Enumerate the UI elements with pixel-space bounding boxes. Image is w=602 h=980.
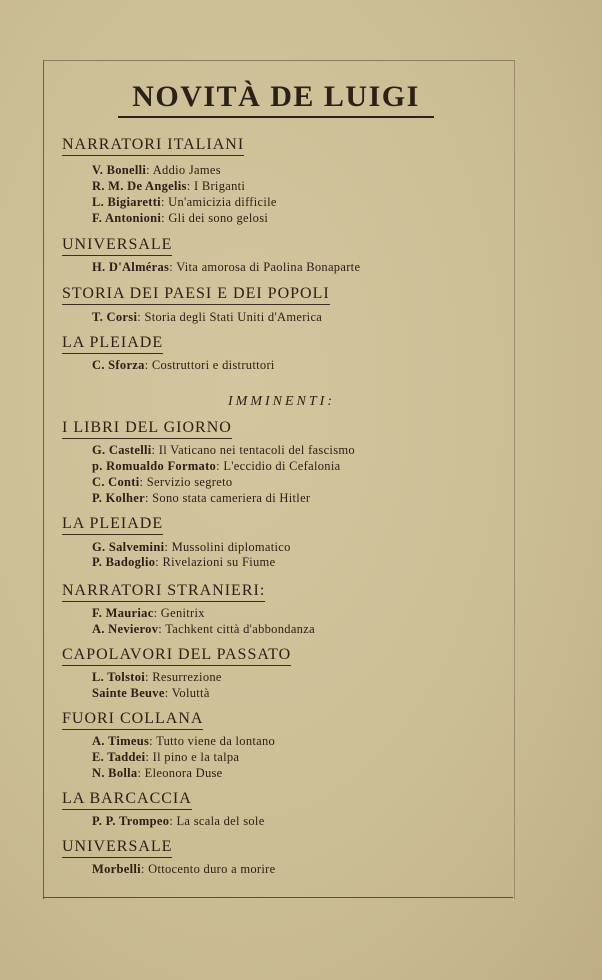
book-author: T. Corsi <box>92 310 138 324</box>
book-author: P. Badoglio <box>92 555 156 569</box>
book-entry <box>92 475 232 490</box>
book-title: Il pino e la talpa <box>152 750 240 764</box>
bottom-rule <box>43 897 513 898</box>
separator: : <box>164 540 172 554</box>
page-title: NOVITÀ DE LUIGI <box>118 80 434 118</box>
book-title: La scala del sole <box>176 814 265 828</box>
book-author: E. Taddei <box>92 750 146 764</box>
separator: : <box>145 670 153 684</box>
book-author: Sainte Beuve <box>92 686 165 700</box>
separator: : <box>151 443 159 457</box>
book-entry <box>92 606 205 621</box>
section-heading: FUORI COLLANA <box>62 710 203 730</box>
book-title: Rivelazioni su Fiume <box>162 555 276 569</box>
book-author: C. Sforza <box>92 358 145 372</box>
separator: : <box>140 862 149 876</box>
separator: : <box>158 622 166 636</box>
book-entry <box>92 443 355 458</box>
book-author: A. Nevierov <box>92 622 159 636</box>
book-author: A. Timeus <box>92 734 150 748</box>
separator: : <box>160 195 169 209</box>
separator: : <box>149 734 157 748</box>
book-title: Storia degli Stati Uniti d'America <box>144 310 323 324</box>
book-entry <box>92 163 221 178</box>
book-author: V. Bonelli <box>92 163 147 177</box>
book-title: Gli dei sono gelosi <box>168 211 269 225</box>
book-entry <box>92 211 268 226</box>
book-entry <box>92 766 223 781</box>
book-entry <box>92 622 315 637</box>
book-entry <box>92 750 239 765</box>
book-title: Eleonora Duse <box>144 766 223 780</box>
book-title: Ottocento duro a morire <box>148 862 276 876</box>
separator: : <box>146 163 153 177</box>
book-entry <box>92 358 275 373</box>
book-author: C. Conti <box>92 475 140 489</box>
book-author: G. Salvemini <box>92 540 165 554</box>
book-entry <box>92 179 245 194</box>
separator: : <box>161 211 169 225</box>
separator: : <box>216 459 224 473</box>
book-entry <box>92 734 275 749</box>
book-entry <box>92 686 210 701</box>
imminenti-label: IMMINENTI: <box>228 394 335 409</box>
book-entry <box>92 555 275 570</box>
book-author: R. M. De Angelis <box>92 179 187 193</box>
book-author: F. Mauriac <box>92 606 154 620</box>
book-author: H. D'Alméras <box>92 260 170 274</box>
book-title: Voluttà <box>171 686 210 700</box>
book-author: p. Romualdo Formato <box>92 459 217 473</box>
separator: : <box>145 750 153 764</box>
book-title: Il Vaticano nei tentacoli del fascismo <box>158 443 355 457</box>
separator: : <box>155 555 163 569</box>
book-title: Un'amicizia difficile <box>168 195 277 209</box>
book-title: Genitrix <box>160 606 205 620</box>
section-heading: NARRATORI ITALIANI <box>62 136 244 156</box>
book-entry <box>92 491 310 506</box>
book-title: Mussolini diplomatico <box>171 540 291 554</box>
section-heading: LA PLEIADE <box>62 515 163 535</box>
book-entry <box>92 862 275 877</box>
book-title: Tutto viene da lontano <box>156 734 276 748</box>
separator: : <box>164 686 172 700</box>
book-author: L. Tolstoi <box>92 670 146 684</box>
section-heading: NARRATORI STRANIERI: <box>62 582 265 602</box>
book-title: Costruttori e distruttori <box>151 358 275 372</box>
section-heading: LA BARCACCIA <box>62 790 192 810</box>
book-entry <box>92 310 322 325</box>
separator: : <box>144 491 153 505</box>
book-author: Morbelli <box>92 862 141 876</box>
section-heading: LA PLEIADE <box>62 334 163 354</box>
separator: : <box>169 814 177 828</box>
book-title: Vita amorosa di Paolina Bonaparte <box>176 260 361 274</box>
section-heading: UNIVERSALE <box>62 838 172 858</box>
section-heading: CAPOLAVORI DEL PASSATO <box>62 646 291 666</box>
section-heading: I LIBRI DEL GIORNO <box>62 419 232 439</box>
separator: : <box>144 358 152 372</box>
separator: : <box>186 179 194 193</box>
separator: : <box>137 310 145 324</box>
separator: : <box>169 260 177 274</box>
book-entry <box>92 540 291 555</box>
book-title: I Briganti <box>193 179 246 193</box>
book-entry <box>92 670 222 685</box>
book-author: P. Kolher <box>92 491 145 505</box>
book-entry <box>92 459 340 474</box>
book-title: Tachkent città d'abbondanza <box>165 622 315 636</box>
book-title: L'eccidio di Cefalonia <box>223 459 341 473</box>
separator: : <box>137 766 145 780</box>
separator: : <box>139 475 147 489</box>
book-title: Addio James <box>152 163 221 177</box>
book-author: F. Antonioni <box>92 211 162 225</box>
book-author: P. P. Trompeo <box>92 814 170 828</box>
book-entry <box>92 195 277 210</box>
section-heading: STORIA DEI PAESI E DEI POPOLI <box>62 285 330 305</box>
book-title: Servizio segreto <box>146 475 233 489</box>
book-entry <box>92 814 265 829</box>
book-author: L. Bigiaretti <box>92 195 161 209</box>
book-author: N. Bolla <box>92 766 138 780</box>
book-title: Sono stata cameriera di Hitler <box>152 491 311 505</box>
separator: : <box>153 606 161 620</box>
book-title: Resurrezione <box>152 670 222 684</box>
section-heading: UNIVERSALE <box>62 236 172 256</box>
book-author: G. Castelli <box>92 443 152 457</box>
book-entry <box>92 260 360 275</box>
